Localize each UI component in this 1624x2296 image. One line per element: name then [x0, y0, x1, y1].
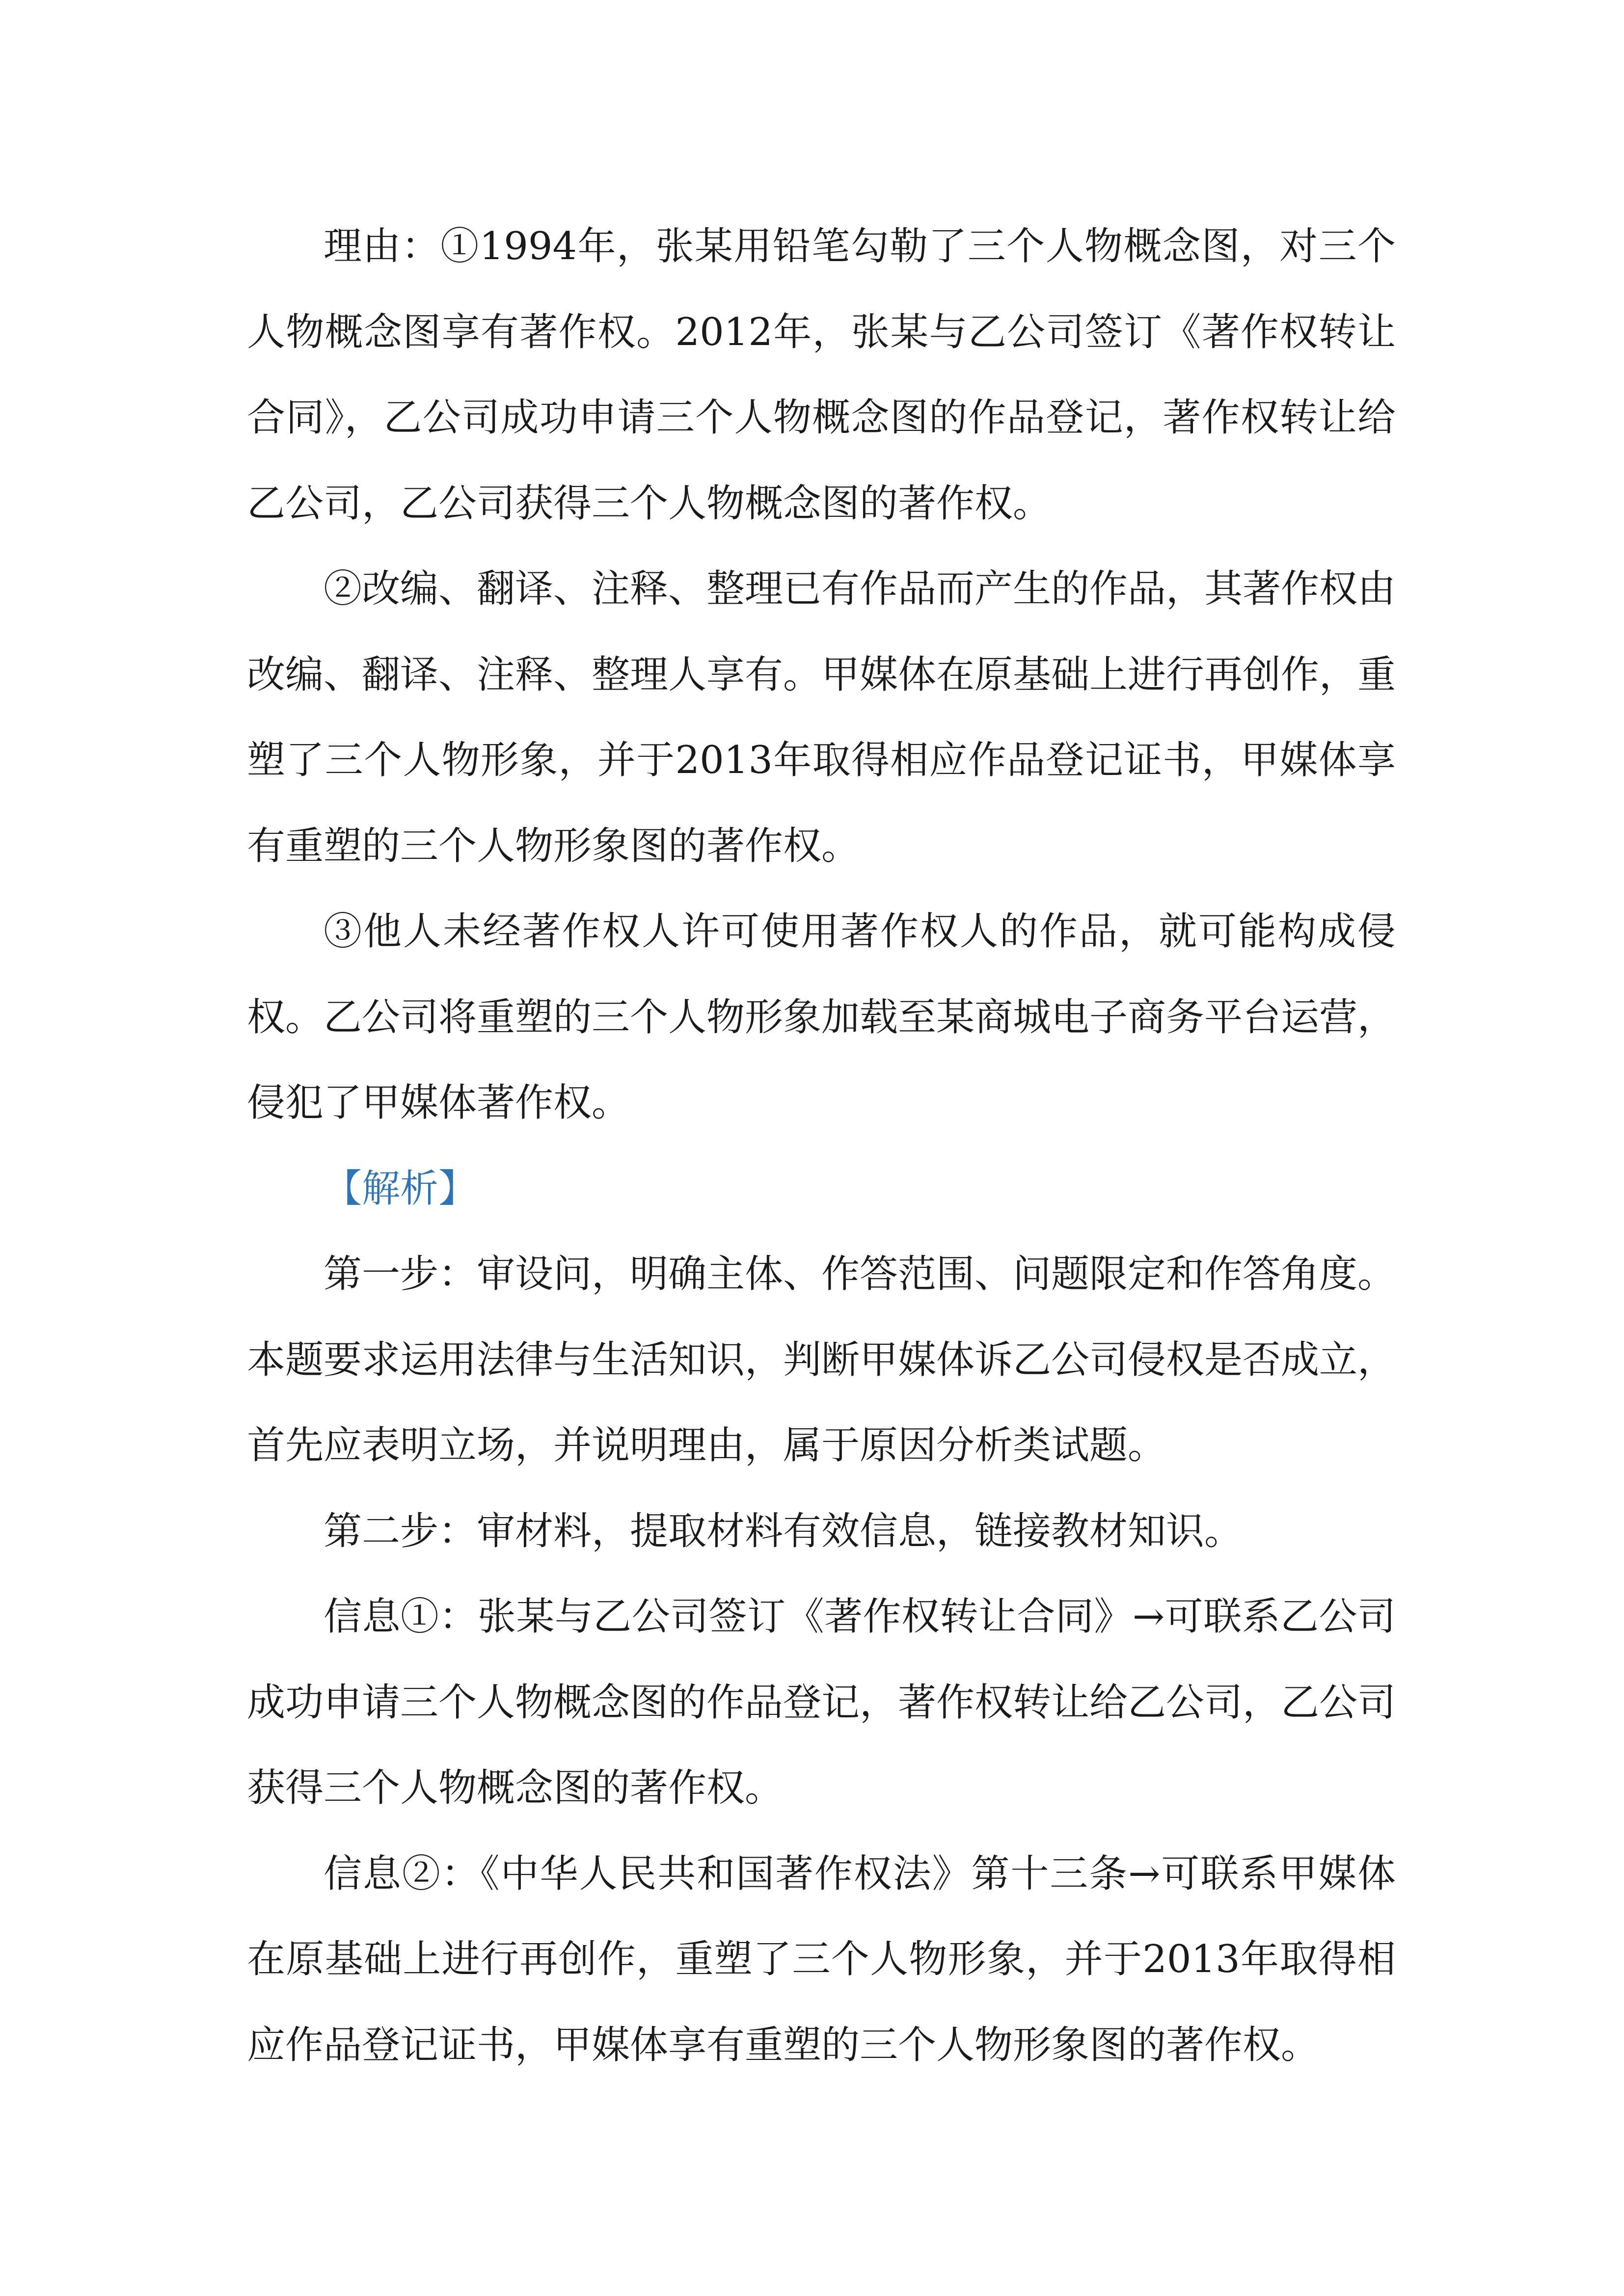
analysis-info-2: 信息②：《中华人民共和国著作权法》第十三条→可联系甲媒体在原基础上进行再创作，重塑了三个人物形象，并于2013年取得相应作品登记证书，甲媒体享有重塑的三个人物形象图的著作权。 [247, 1851, 1396, 2067]
analysis-heading: 【解析】 [324, 1166, 477, 1211]
reason-paragraph-1: 理由：①1994年，张某用铅笔勾勒了三个人物概念图，对三个人物概念图享有著作权。2012年，张某与乙公司签订《著作权转让合同》，乙公司成功申请三个人物概念图的作品登记，著作权转让给乙公司，乙公司获得三个人物概念图的著作权。 [247, 224, 1396, 526]
reason-paragraph-2: ②改编、翻译、注释、整理已有作品而产生的作品，其著作权由改编、翻译、注释、整理人享有。甲媒体在原基础上进行再创作，重塑了三个人物形象，并于2013年取得相应作品登记证书，甲媒体享有重塑的三个人物形象图的著作权。 [247, 567, 1396, 868]
document-body [247, 204, 1396, 2088]
analysis-step-2: 第二步：审材料，提取材料有效信息，链接教材知识。 [324, 1509, 1243, 1553]
analysis-step-1: 第一步：审设问，明确主体、作答范围、问题限定和作答角度。本题要求运用法律与生活知识，判断甲媒体诉乙公司侵权是否成立，首先应表明立场，并说明理由，属于原因分析类试题。 [247, 1252, 1396, 1468]
analysis-info-1: 信息①：张某与乙公司签订《著作权转让合同》→可联系乙公司成功申请三个人物概念图的作品登记，著作权转让给乙公司，乙公司获得三个人物概念图的著作权。 [247, 1595, 1396, 1810]
reason-paragraph-3: ③他人未经著作权人许可使用著作权人的作品，就可能构成侵权。乙公司将重塑的三个人物形象加载至某商城电子商务平台运营，侵犯了甲媒体著作权。 [247, 909, 1396, 1125]
